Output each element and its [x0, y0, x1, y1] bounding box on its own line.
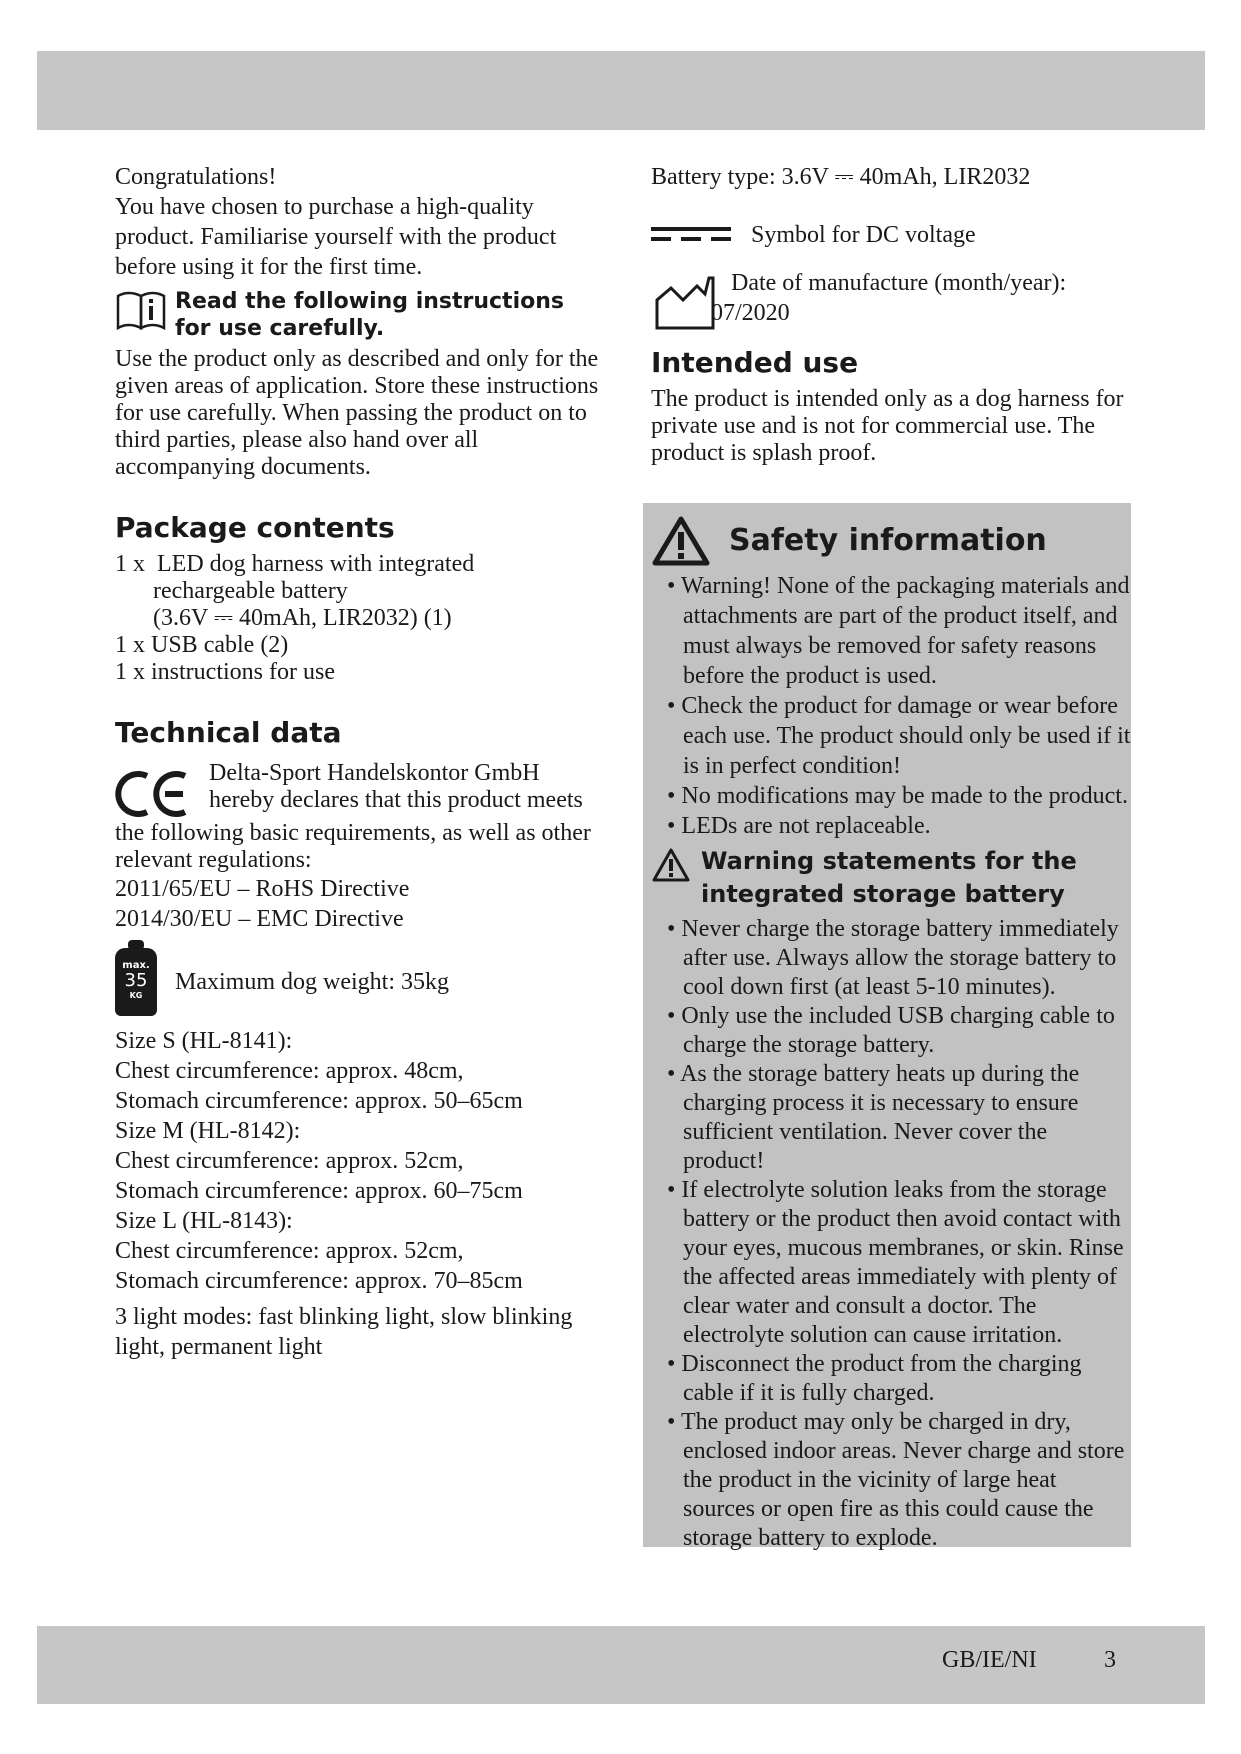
weight-icon: [115, 948, 157, 1016]
safety-bullet-text: Check the product for damage or wear before each use. The product should only be used if it is in perfect condition!: [681, 693, 1131, 779]
size-line: Chest circumference: approx. 52cm,: [115, 1238, 464, 1264]
battery-bullet: • If electrolyte solution leaks from the storage battery or the product then avoid contact with your eyes, mucous membranes, or skin. Rinse the affected areas immediately with plenty of clear water and consult a doctor. The electrolyte solution can cause irritation.: [667, 1177, 1124, 1348]
battery-warning-header: [651, 845, 1131, 911]
safety-bullet: • LEDs are not replaceable.: [667, 813, 931, 839]
package-heading: Package contents: [115, 511, 395, 544]
package-item-1-line1: LED dog harness with integrated: [157, 551, 475, 577]
package-item-3: 1 x instructions for use: [115, 659, 335, 685]
manufacture-row: [651, 268, 1131, 330]
ce-mark-icon: [115, 768, 195, 820]
manufacture-label: Date of manufacture (month/year):: [731, 270, 1067, 296]
safety-box: [643, 503, 1131, 1551]
battery-bullet-text: If electrolyte solution leaks from the storage battery or the product then avoid contact with your eyes, mucous membranes, or skin. Rinse the affected areas immediately with plenty of clear water and consult a doctor. The electrolyte solution can cause irritation.: [681, 1177, 1124, 1348]
package-item-1: [115, 551, 605, 578]
safety-bullets: [651, 571, 1131, 841]
technical-heading: Technical data: [115, 716, 342, 749]
left-column: [115, 162, 605, 1362]
package-item-1-line3: (3.6V ⎓ 40mAh, LIR2032) (1): [153, 605, 452, 631]
intro-text: You have chosen to purchase a high-quality product. Familiarise yourself with the product before using it for the first time.: [115, 194, 557, 280]
declaration-a: Delta-Sport Handelskontor GmbH hereby declares that this product meets: [209, 760, 583, 813]
safety-header: [651, 515, 1131, 567]
package-list: [115, 551, 605, 686]
warning-triangle-icon: [651, 515, 711, 567]
size-line: Stomach circumference: approx. 50–65cm: [115, 1088, 523, 1114]
safety-heading: Safety information: [729, 523, 1047, 558]
weight-icon-value: 35: [124, 970, 148, 991]
battery-bullet: • Never charge the storage battery immediately after use. Always allow the storage battery to cool down first (at least 5-10 minutes).: [667, 916, 1119, 1000]
header-band: [37, 51, 1205, 130]
package-item-2: 1 x USB cable (2): [115, 632, 289, 658]
safety-bullet: • Check the product for damage or wear before each use. The product should only be used if it is in perfect condition!: [667, 693, 1131, 779]
package-item-1-line2: rechargeable battery: [153, 578, 348, 604]
declaration-b: the following basic requirements, as well as other relevant regulations:: [115, 820, 591, 873]
usage-text: Use the product only as described and only for the given areas of application. Store these instructions for use carefully. When passing the product on to third parties, please also hand over all accompanying documents.: [115, 346, 599, 480]
ce-declaration: [115, 760, 605, 820]
dc-symbol-text: Symbol for DC voltage: [751, 222, 976, 248]
congrats-text: Congratulations!: [115, 164, 277, 190]
battery-bullet: • The product may only be charged in dry, enclosed indoor areas. Never charge and store the product in the vicinity of large heat sources or open fire as this could cause the storage battery to explode.: [667, 1409, 1125, 1551]
warning-small-icon: [651, 847, 691, 883]
battery-bullet-text: Disconnect the product from the charging cable if it is fully charged.: [681, 1351, 1082, 1406]
weight-icon-unit: KG: [129, 991, 143, 1000]
book-info-icon: [115, 288, 167, 332]
safety-bullet-text: No modifications may be made to the product.: [681, 783, 1128, 809]
battery-bullet: • As the storage battery heats up during the charging process it is necessary to ensure sufficient ventilation. Never cover the product!: [667, 1061, 1080, 1174]
size-line: Stomach circumference: approx. 60–75cm: [115, 1178, 523, 1204]
page-number: 3: [1104, 1647, 1116, 1673]
size-line: Chest circumference: approx. 52cm,: [115, 1148, 464, 1174]
package-item-1-prefix: 1 x: [115, 551, 145, 577]
size-line: Size M (HL-8142):: [115, 1118, 301, 1144]
right-column: [651, 162, 1131, 467]
dc-symbol-row: [651, 220, 1131, 250]
directive-emc: 2014/30/EU – EMC Directive: [115, 906, 404, 932]
size-line: Size L (HL-8143):: [115, 1208, 293, 1234]
safety-bullet-text: LEDs are not replaceable.: [681, 813, 931, 839]
read-notice: [115, 288, 605, 342]
battery-bullet-text: The product may only be charged in dry, enclosed indoor areas. Never charge and store the product in the vicinity of large heat sources or open fire as this could cause the storage battery to explode.: [680, 1409, 1125, 1551]
size-line: Size S (HL-8141):: [115, 1028, 293, 1054]
battery-type-text: Battery type: 3.6V ⎓ 40mAh, LIR2032: [651, 164, 1031, 190]
manufacture-date-icon: [653, 272, 717, 330]
intended-use-text: The product is intended only as a dog harness for private use and is not for commercial use. The product is splash proof.: [651, 386, 1124, 466]
directive-rohs: 2011/65/EU – RoHS Directive: [115, 876, 410, 902]
footer-region: GB/IE/NI: [942, 1647, 1037, 1673]
safety-bullet: • No modifications may be made to the product.: [667, 783, 1128, 809]
dc-voltage-icon: [651, 225, 731, 245]
light-modes-text: 3 light modes: fast blinking light, slow blinking light, permanent light: [115, 1304, 573, 1360]
max-weight-row: [115, 948, 605, 1016]
read-notice-text: Read the following instructions for use carefully.: [175, 289, 564, 341]
size-list: [115, 1026, 605, 1296]
battery-bullet-text: As the storage battery heats up during the charging process it is necessary to ensure sufficient ventilation. Never cover the product!: [680, 1061, 1080, 1174]
battery-bullet: • Disconnect the product from the charging cable if it is fully charged.: [667, 1351, 1082, 1406]
battery-bullet: • Only use the included USB charging cable to charge the storage battery.: [667, 1003, 1115, 1058]
safety-bullet: • Warning! None of the packaging materials and attachments are part of the product itself, and must always be removed for safety reasons before the product is used.: [667, 573, 1130, 689]
max-weight-text: Maximum dog weight: 35kg: [175, 969, 449, 995]
manufacture-date: 07/2020: [711, 300, 790, 326]
intended-use-heading: Intended use: [651, 346, 859, 379]
battery-bullet-text: Never charge the storage battery immediately after use. Always allow the storage battery to cool down first (at least 5-10 minutes).: [681, 916, 1119, 1000]
size-line: Stomach circumference: approx. 70–85cm: [115, 1268, 523, 1294]
battery-bullets: [651, 915, 1131, 1553]
weight-icon-max: max.: [122, 960, 150, 971]
battery-bullet-text: Only use the included USB charging cable to charge the storage battery.: [681, 1003, 1115, 1058]
battery-warning-heading: Warning statements for the integrated storage battery: [701, 847, 1077, 908]
size-line: Chest circumference: approx. 48cm,: [115, 1058, 464, 1084]
safety-bullet-text: Warning! None of the packaging materials and attachments are part of the product itself, and must always be removed for safety reasons before the product is used.: [680, 573, 1130, 689]
